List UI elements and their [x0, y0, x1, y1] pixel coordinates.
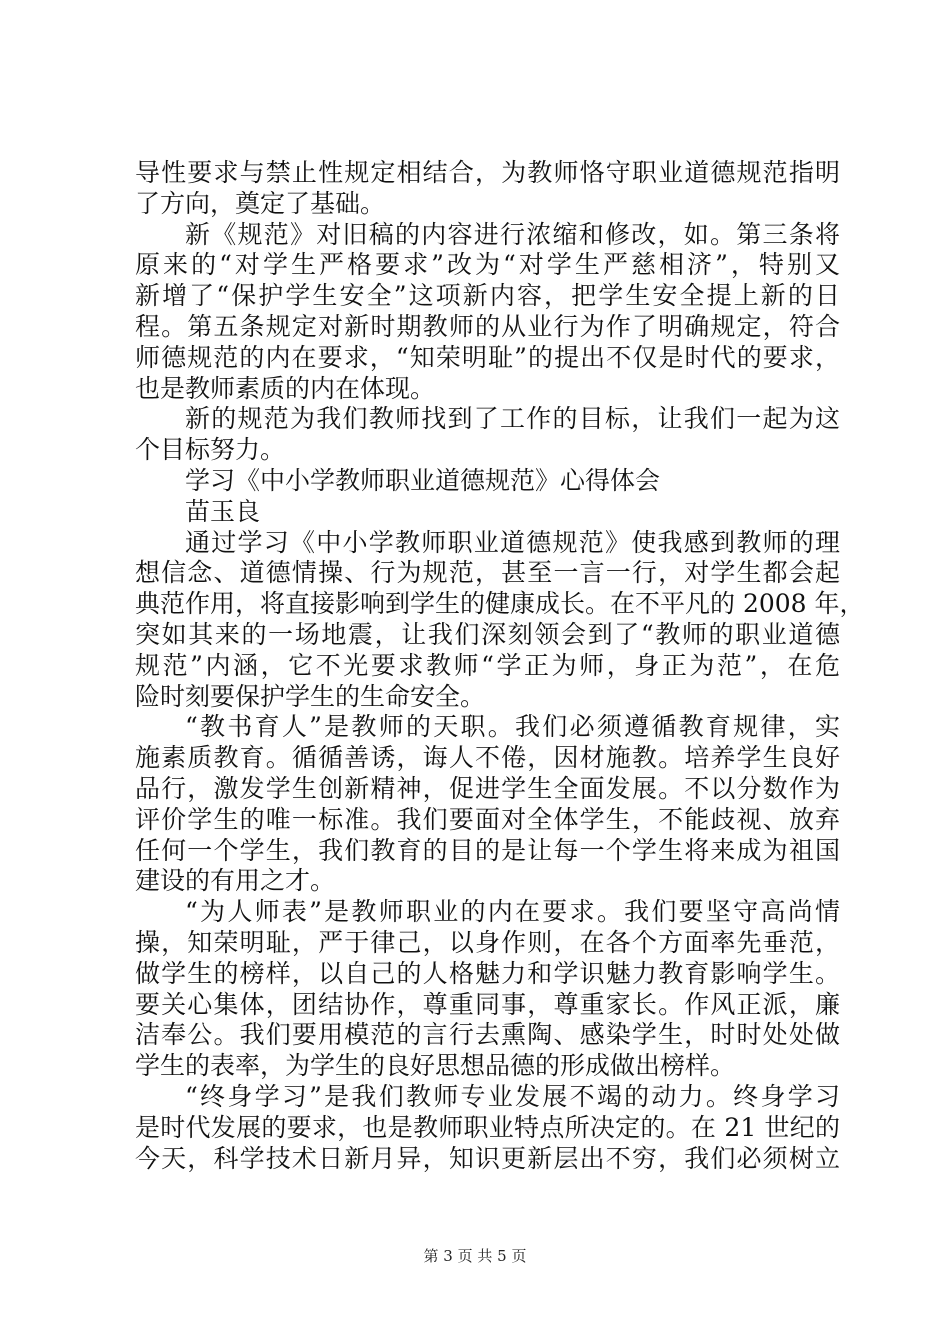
text-line: 评价学生的唯一标准。我们要面对全体学生，不能歧视、放弃 — [135, 804, 840, 834]
text-line: 做学生的榜样，以自己的人格魅力和学识魅力教育影响学生。 — [135, 958, 840, 988]
text-line: “终身学习”是我们教师专业发展不竭的动力。终身学习 — [185, 1081, 840, 1111]
text-line: 新增了“保护学生安全”这项新内容，把学生安全提上新的日 — [135, 281, 840, 311]
text-line: 导性要求与禁止性规定相结合，为教师恪守职业道德规范指明 — [135, 158, 840, 187]
text-line: 施素质教育。循循善诱，诲人不倦，因材施教。培养学生良好 — [135, 743, 840, 773]
text-line: “教书育人”是教师的天职。我们必须遵循教育规律，实 — [185, 712, 840, 742]
paragraph — [135, 897, 840, 1082]
paragraph — [135, 527, 865, 713]
text-line: 师德规范的内在要求，“知荣明耻”的提出不仅是时代的要求， — [135, 342, 840, 372]
text-line: 学习《中小学教师职业道德规范》心得体会 — [185, 465, 661, 495]
text-line: 品行，激发学生创新精神，促进学生全面发展。不以分数作为 — [135, 773, 840, 803]
text-line: 了方向，奠定了基础。 — [135, 188, 386, 218]
text-line: 学生的表率，为学生的良好思想品德的形成做出榜样。 — [135, 1051, 736, 1081]
text-line: 突如其来的一场地震，让我们深刻领会到了“教师的职业道德 — [135, 619, 840, 649]
text-line: 要关心集体，团结协作，尊重同事，尊重家长。作风正派，廉 — [135, 989, 840, 1019]
text-line: 任何一个学生，我们教育的目的是让每一个学生将来成为祖国 — [135, 835, 840, 865]
text-line: 是时代发展的要求，也是教师职业特点所决定的。在 21 世纪的 — [135, 1112, 840, 1142]
document-body — [135, 158, 865, 1174]
text-line: “为人师表”是教师职业的内在要求。我们要坚守高尚情 — [185, 897, 840, 927]
text-line: 新《规范》对旧稿的内容进行浓缩和修改，如。第三条将 — [185, 219, 840, 249]
text-line: 想信念、道德情操、行为规范，甚至一言一行，对学生都会起 — [135, 558, 840, 588]
text-line: 通过学习《中小学教师职业道德规范》使我感到教师的理 — [185, 527, 840, 557]
text-line: 操，知荣明耻，严于律己，以身作则，在各个方面率先垂范， — [135, 927, 840, 957]
paragraph — [135, 404, 840, 466]
text-line: 苗玉良 — [185, 496, 261, 526]
text-line: 建设的有用之才。 — [135, 866, 336, 896]
page-number: 第 3 页 共 5 页 — [423, 1247, 527, 1265]
text-line: 程。第五条规定对新时期教师的从业行为作了明确规定，符合 — [135, 311, 840, 341]
author-name — [135, 497, 840, 528]
text-line: 原来的“对学生严格要求”改为“对学生严慈相济”，特别又 — [135, 250, 840, 280]
text-line: 个目标努力。 — [135, 435, 286, 465]
article-title — [135, 466, 840, 497]
text-line: 新的规范为我们教师找到了工作的目标，让我们一起为这 — [185, 404, 840, 434]
text-line: 洁奉公。我们要用模范的言行去熏陶、感染学生，时时处处做 — [135, 1020, 840, 1050]
text-line: 今天，科学技术日新月异，知识更新层出不穷，我们必须树立 — [135, 1143, 840, 1173]
text-line: 也是教师素质的内在体现。 — [135, 373, 436, 403]
text-line: 规范”内涵，它不光要求教师“学正为师，身正为范”，在危 — [135, 650, 840, 680]
text-line: 典范作用，将直接影响到学生的健康成长。在不平凡的 2008 年， — [135, 589, 865, 619]
paragraph — [135, 712, 840, 897]
page-footer — [0, 1246, 950, 1266]
text-line: 险时刻要保护学生的生命安全。 — [135, 681, 486, 711]
paragraph — [135, 158, 840, 220]
paragraph — [135, 220, 840, 405]
paragraph — [135, 1082, 840, 1174]
